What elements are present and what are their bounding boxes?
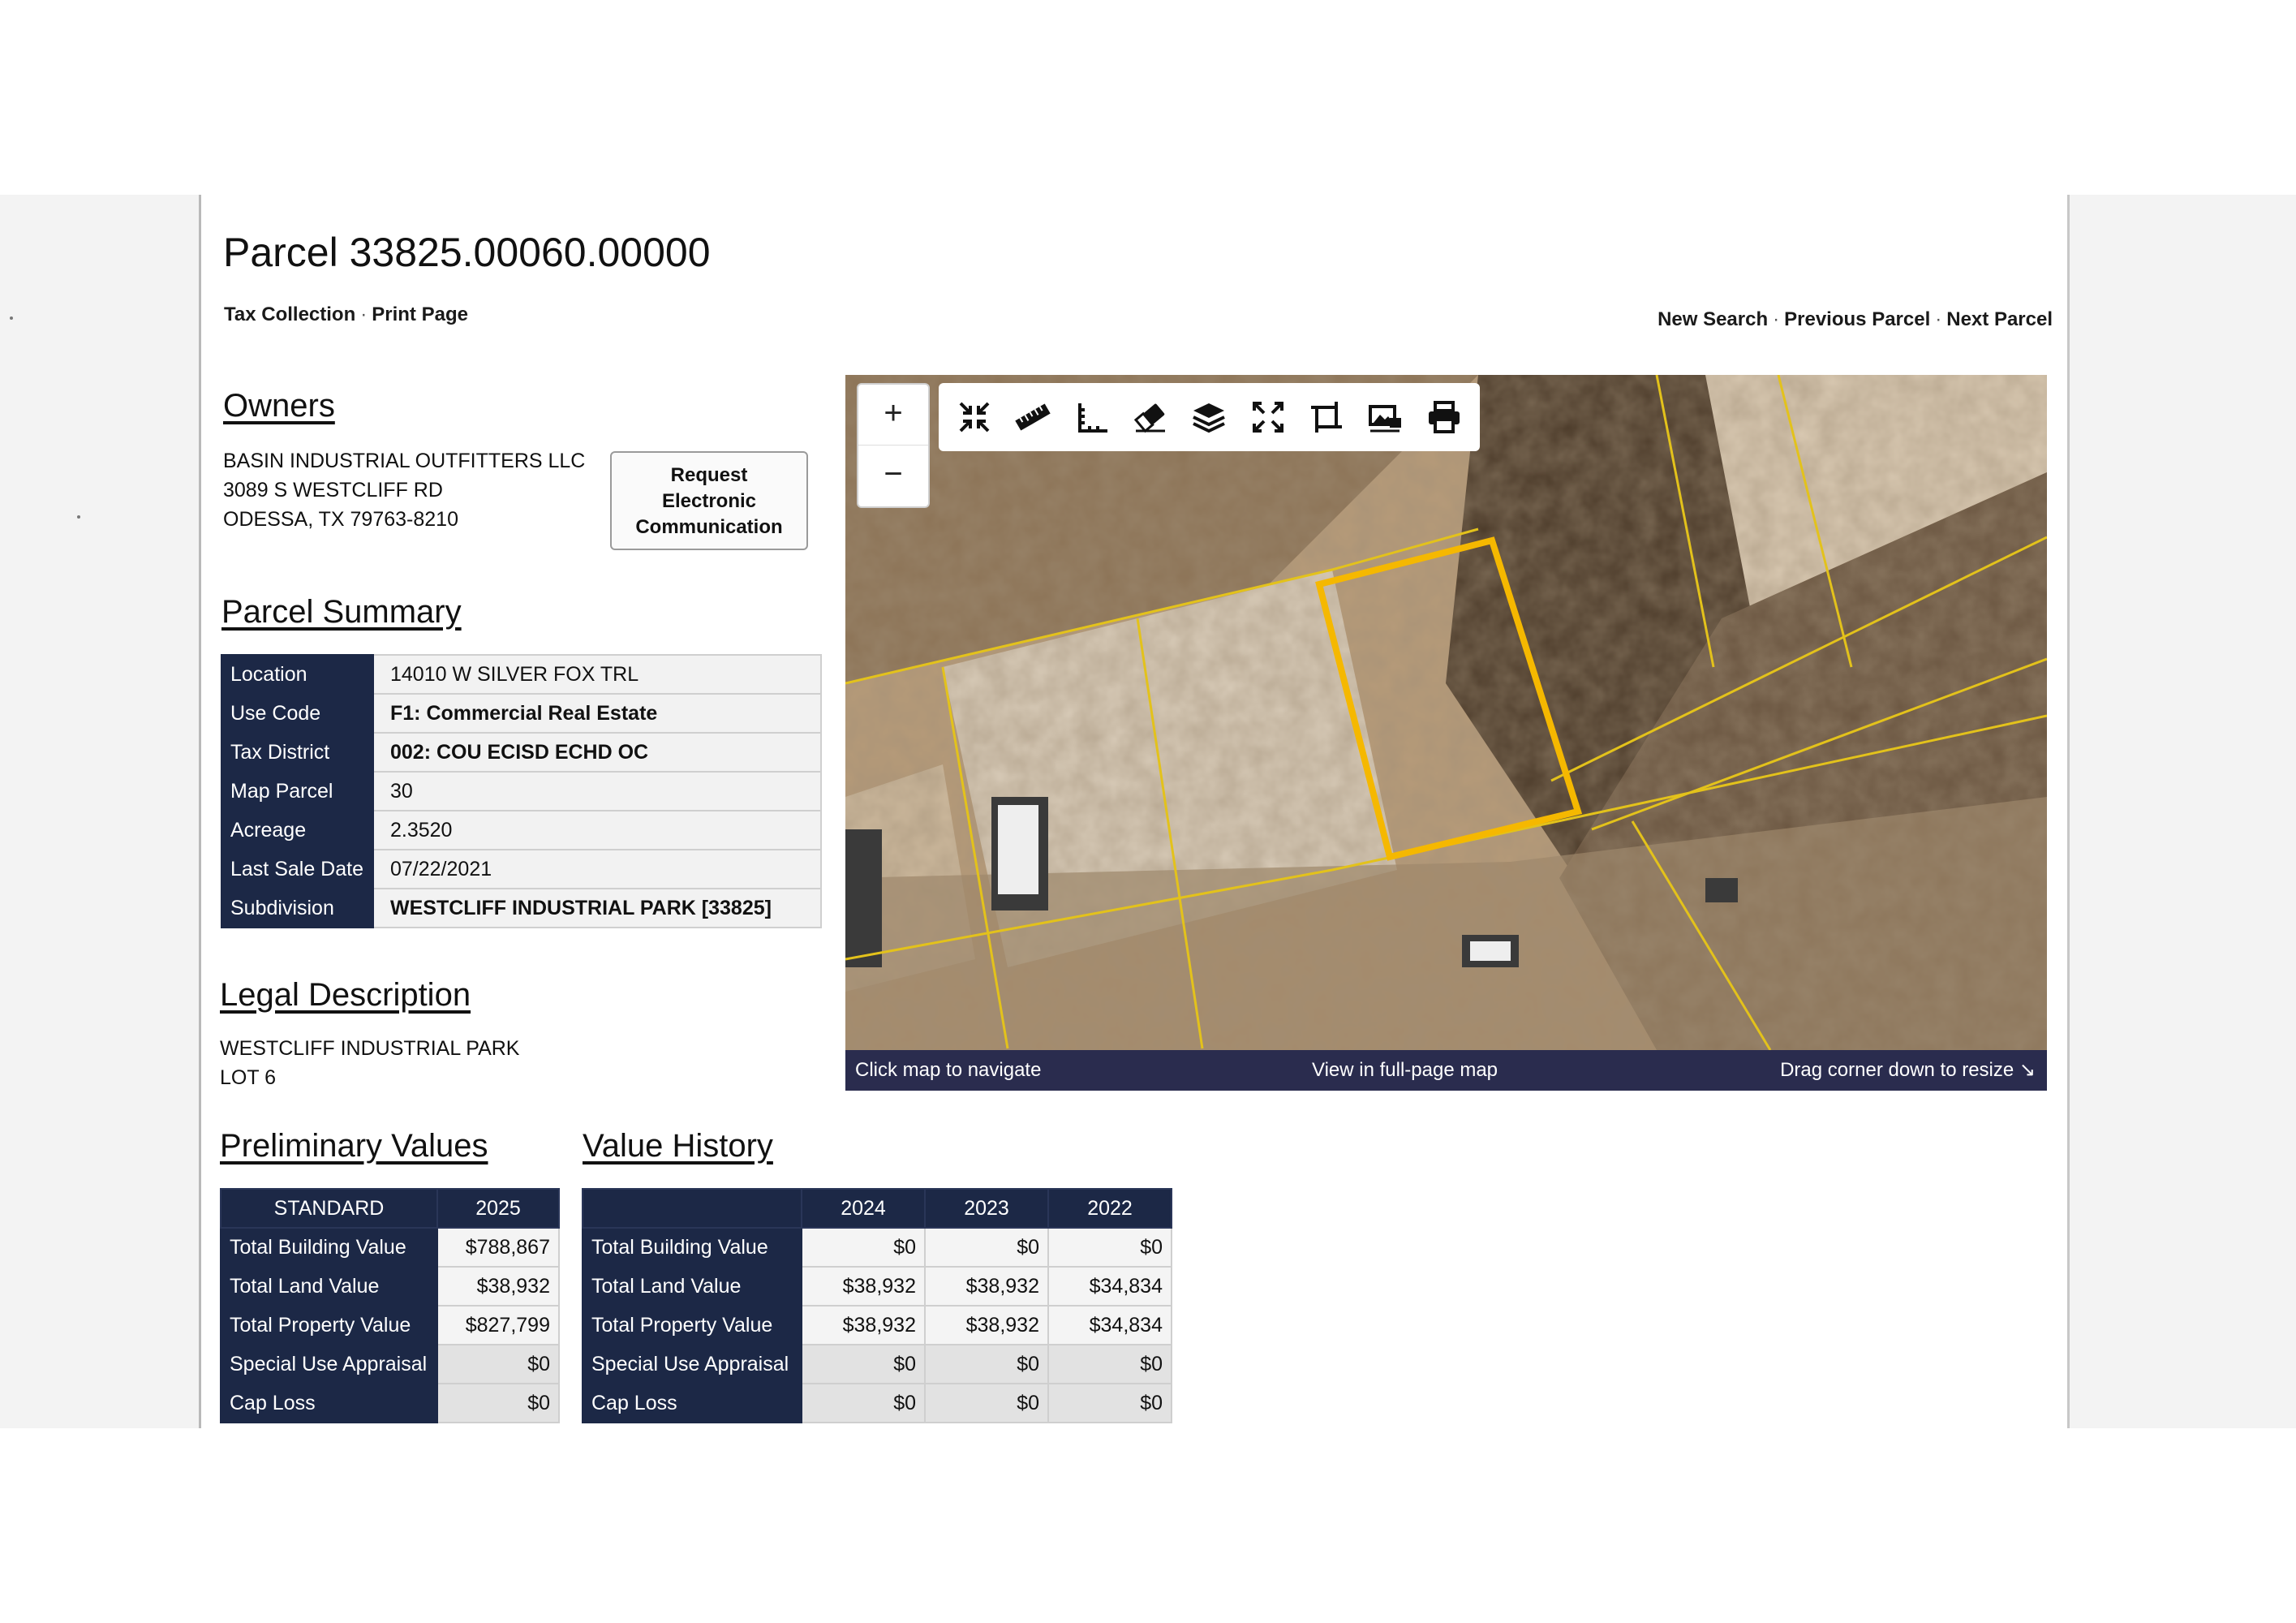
summary-row — [221, 655, 821, 694]
summary-row — [221, 733, 821, 772]
next-parcel-link[interactable]: Next Parcel — [1946, 308, 2053, 330]
value-cell: $38,932 — [802, 1306, 925, 1345]
button-line: Electronic — [661, 490, 757, 512]
table-row — [583, 1306, 1172, 1345]
parcel-page — [199, 195, 2070, 1428]
summary-label: Use Code — [221, 694, 373, 733]
fullscreen-icon[interactable] — [1245, 394, 1292, 441]
summary-label: Acreage — [221, 811, 373, 850]
row-label: Special Use Appraisal — [583, 1345, 802, 1384]
screenshot-background — [0, 195, 2296, 1428]
collapse-icon[interactable] — [951, 394, 998, 441]
map-status-bar — [845, 1050, 2047, 1091]
eraser-icon[interactable] — [1127, 394, 1174, 441]
value-cell: $827,799 — [437, 1306, 559, 1345]
button-line: Request — [670, 464, 748, 486]
request-electronic-communication-button[interactable] — [610, 451, 808, 550]
legal-description-heading: Legal Description — [220, 977, 471, 1013]
row-label: Cap Loss — [221, 1384, 437, 1423]
legal-line: WESTCLIFF INDUSTRIAL PARK — [220, 1037, 520, 1060]
new-search-link[interactable]: New Search — [1658, 308, 1769, 330]
value-cell: $0 — [802, 1384, 925, 1423]
table-row — [221, 1228, 559, 1267]
ruler-icon[interactable] — [1009, 394, 1056, 441]
value-cell: $0 — [1048, 1228, 1172, 1267]
summary-row — [221, 850, 821, 889]
zoom-in-button[interactable]: + — [858, 385, 928, 446]
summary-row — [221, 772, 821, 811]
zoom-out-button[interactable]: − — [884, 456, 903, 492]
legal-line: LOT 6 — [220, 1066, 277, 1089]
value-cell: $0 — [437, 1384, 559, 1423]
row-label: Total Land Value — [221, 1267, 437, 1306]
owner-address — [223, 446, 585, 534]
table-row — [221, 1306, 559, 1345]
summary-value: 14010 W SILVER FOX TRL — [373, 655, 821, 694]
summary-row — [221, 694, 821, 733]
summary-value: F1: Commercial Real Estate — [373, 694, 821, 733]
summary-label: Last Sale Date — [221, 850, 373, 889]
value-history-heading: Value History — [583, 1128, 773, 1164]
value-cell: $38,932 — [802, 1267, 925, 1306]
zoom-control — [857, 383, 930, 508]
table-row — [221, 1267, 559, 1306]
previous-parcel-link[interactable]: Previous Parcel — [1784, 308, 1931, 330]
value-cell: $0 — [802, 1345, 925, 1384]
summary-label: Tax District — [221, 733, 373, 772]
parcel-map[interactable] — [845, 375, 2047, 1091]
value-cell: $38,932 — [925, 1267, 1048, 1306]
table-row — [583, 1267, 1172, 1306]
summary-value: WESTCLIFF INDUSTRIAL PARK [33825] — [373, 889, 821, 928]
value-cell: $0 — [1048, 1345, 1172, 1384]
screenshot-icon[interactable] — [1361, 394, 1408, 441]
resize-hint[interactable]: Drag corner down to resize ↘ — [1780, 1059, 2036, 1081]
value-cell: $34,834 — [1048, 1306, 1172, 1345]
tax-collection-link[interactable]: Tax Collection — [224, 304, 356, 325]
top-left-links: Tax Collection · Print Page — [224, 304, 468, 325]
value-cell: $34,834 — [1048, 1267, 1172, 1306]
value-cell: $0 — [1048, 1384, 1172, 1423]
row-label: Total Building Value — [221, 1228, 437, 1267]
row-label: Special Use Appraisal — [221, 1345, 437, 1384]
aerial-imagery[interactable] — [845, 375, 2047, 1050]
select-area-icon[interactable] — [1303, 394, 1350, 441]
summary-value: 2.3520 — [373, 811, 821, 850]
value-cell: $38,932 — [437, 1267, 559, 1306]
summary-label: Map Parcel — [221, 772, 373, 811]
top-right-links: New Search · Previous Parcel · Next Parcel — [1658, 308, 2053, 330]
preliminary-values-heading: Preliminary Values — [220, 1128, 488, 1164]
value-cell: $0 — [925, 1384, 1048, 1423]
value-cell: $38,932 — [925, 1306, 1048, 1345]
owner-city: ODESSA, TX 79763-8210 — [223, 508, 458, 531]
value-history-table — [582, 1188, 1172, 1423]
column-header — [583, 1189, 802, 1228]
row-label: Total Building Value — [583, 1228, 802, 1267]
preliminary-values-table — [220, 1188, 560, 1423]
legal-description-text — [220, 1034, 519, 1092]
print-icon[interactable] — [1421, 394, 1468, 441]
table-row — [221, 1384, 559, 1423]
row-label: Total Property Value — [221, 1306, 437, 1345]
click-map-hint: Click map to navigate — [855, 1059, 1042, 1081]
row-label: Cap Loss — [583, 1384, 802, 1423]
summary-value: 30 — [373, 772, 821, 811]
page-title: Parcel 33825.00060.00000 — [223, 230, 711, 275]
column-header: STANDARD — [221, 1189, 437, 1228]
value-cell: $0 — [925, 1228, 1048, 1267]
owners-heading: Owners — [223, 388, 335, 424]
column-header: 2024 — [802, 1189, 925, 1228]
owner-street: 3089 S WESTCLIFF RD — [223, 479, 443, 502]
print-page-link[interactable]: Print Page — [372, 304, 468, 325]
column-header: 2022 — [1048, 1189, 1172, 1228]
value-cell: $0 — [925, 1345, 1048, 1384]
parcel-summary-heading: Parcel Summary — [221, 594, 462, 630]
summary-value: 07/22/2021 — [373, 850, 821, 889]
summary-row — [221, 811, 821, 850]
column-header: 2023 — [925, 1189, 1048, 1228]
table-row — [221, 1345, 559, 1384]
column-header: 2025 — [437, 1189, 559, 1228]
owner-name: BASIN INDUSTRIAL OUTFITTERS LLC — [223, 450, 586, 472]
table-row — [583, 1384, 1172, 1423]
row-label: Total Property Value — [583, 1306, 802, 1345]
button-line: Communication — [635, 516, 783, 538]
table-row — [583, 1228, 1172, 1267]
parcel-summary-table — [221, 654, 822, 928]
layers-icon[interactable] — [1185, 394, 1232, 441]
row-label: Total Land Value — [583, 1267, 802, 1306]
map-toolbar — [939, 383, 1480, 451]
summary-value: 002: COU ECISD ECHD OC — [373, 733, 821, 772]
value-cell: $0 — [437, 1345, 559, 1384]
full-page-map-link[interactable]: View in full-page map — [1312, 1059, 1498, 1081]
summary-row — [221, 889, 821, 928]
angle-measure-icon[interactable] — [1068, 394, 1116, 441]
value-cell: $0 — [802, 1228, 925, 1267]
value-cell: $788,867 — [437, 1228, 559, 1267]
summary-label: Location — [221, 655, 373, 694]
table-row — [583, 1345, 1172, 1384]
summary-label: Subdivision — [221, 889, 373, 928]
